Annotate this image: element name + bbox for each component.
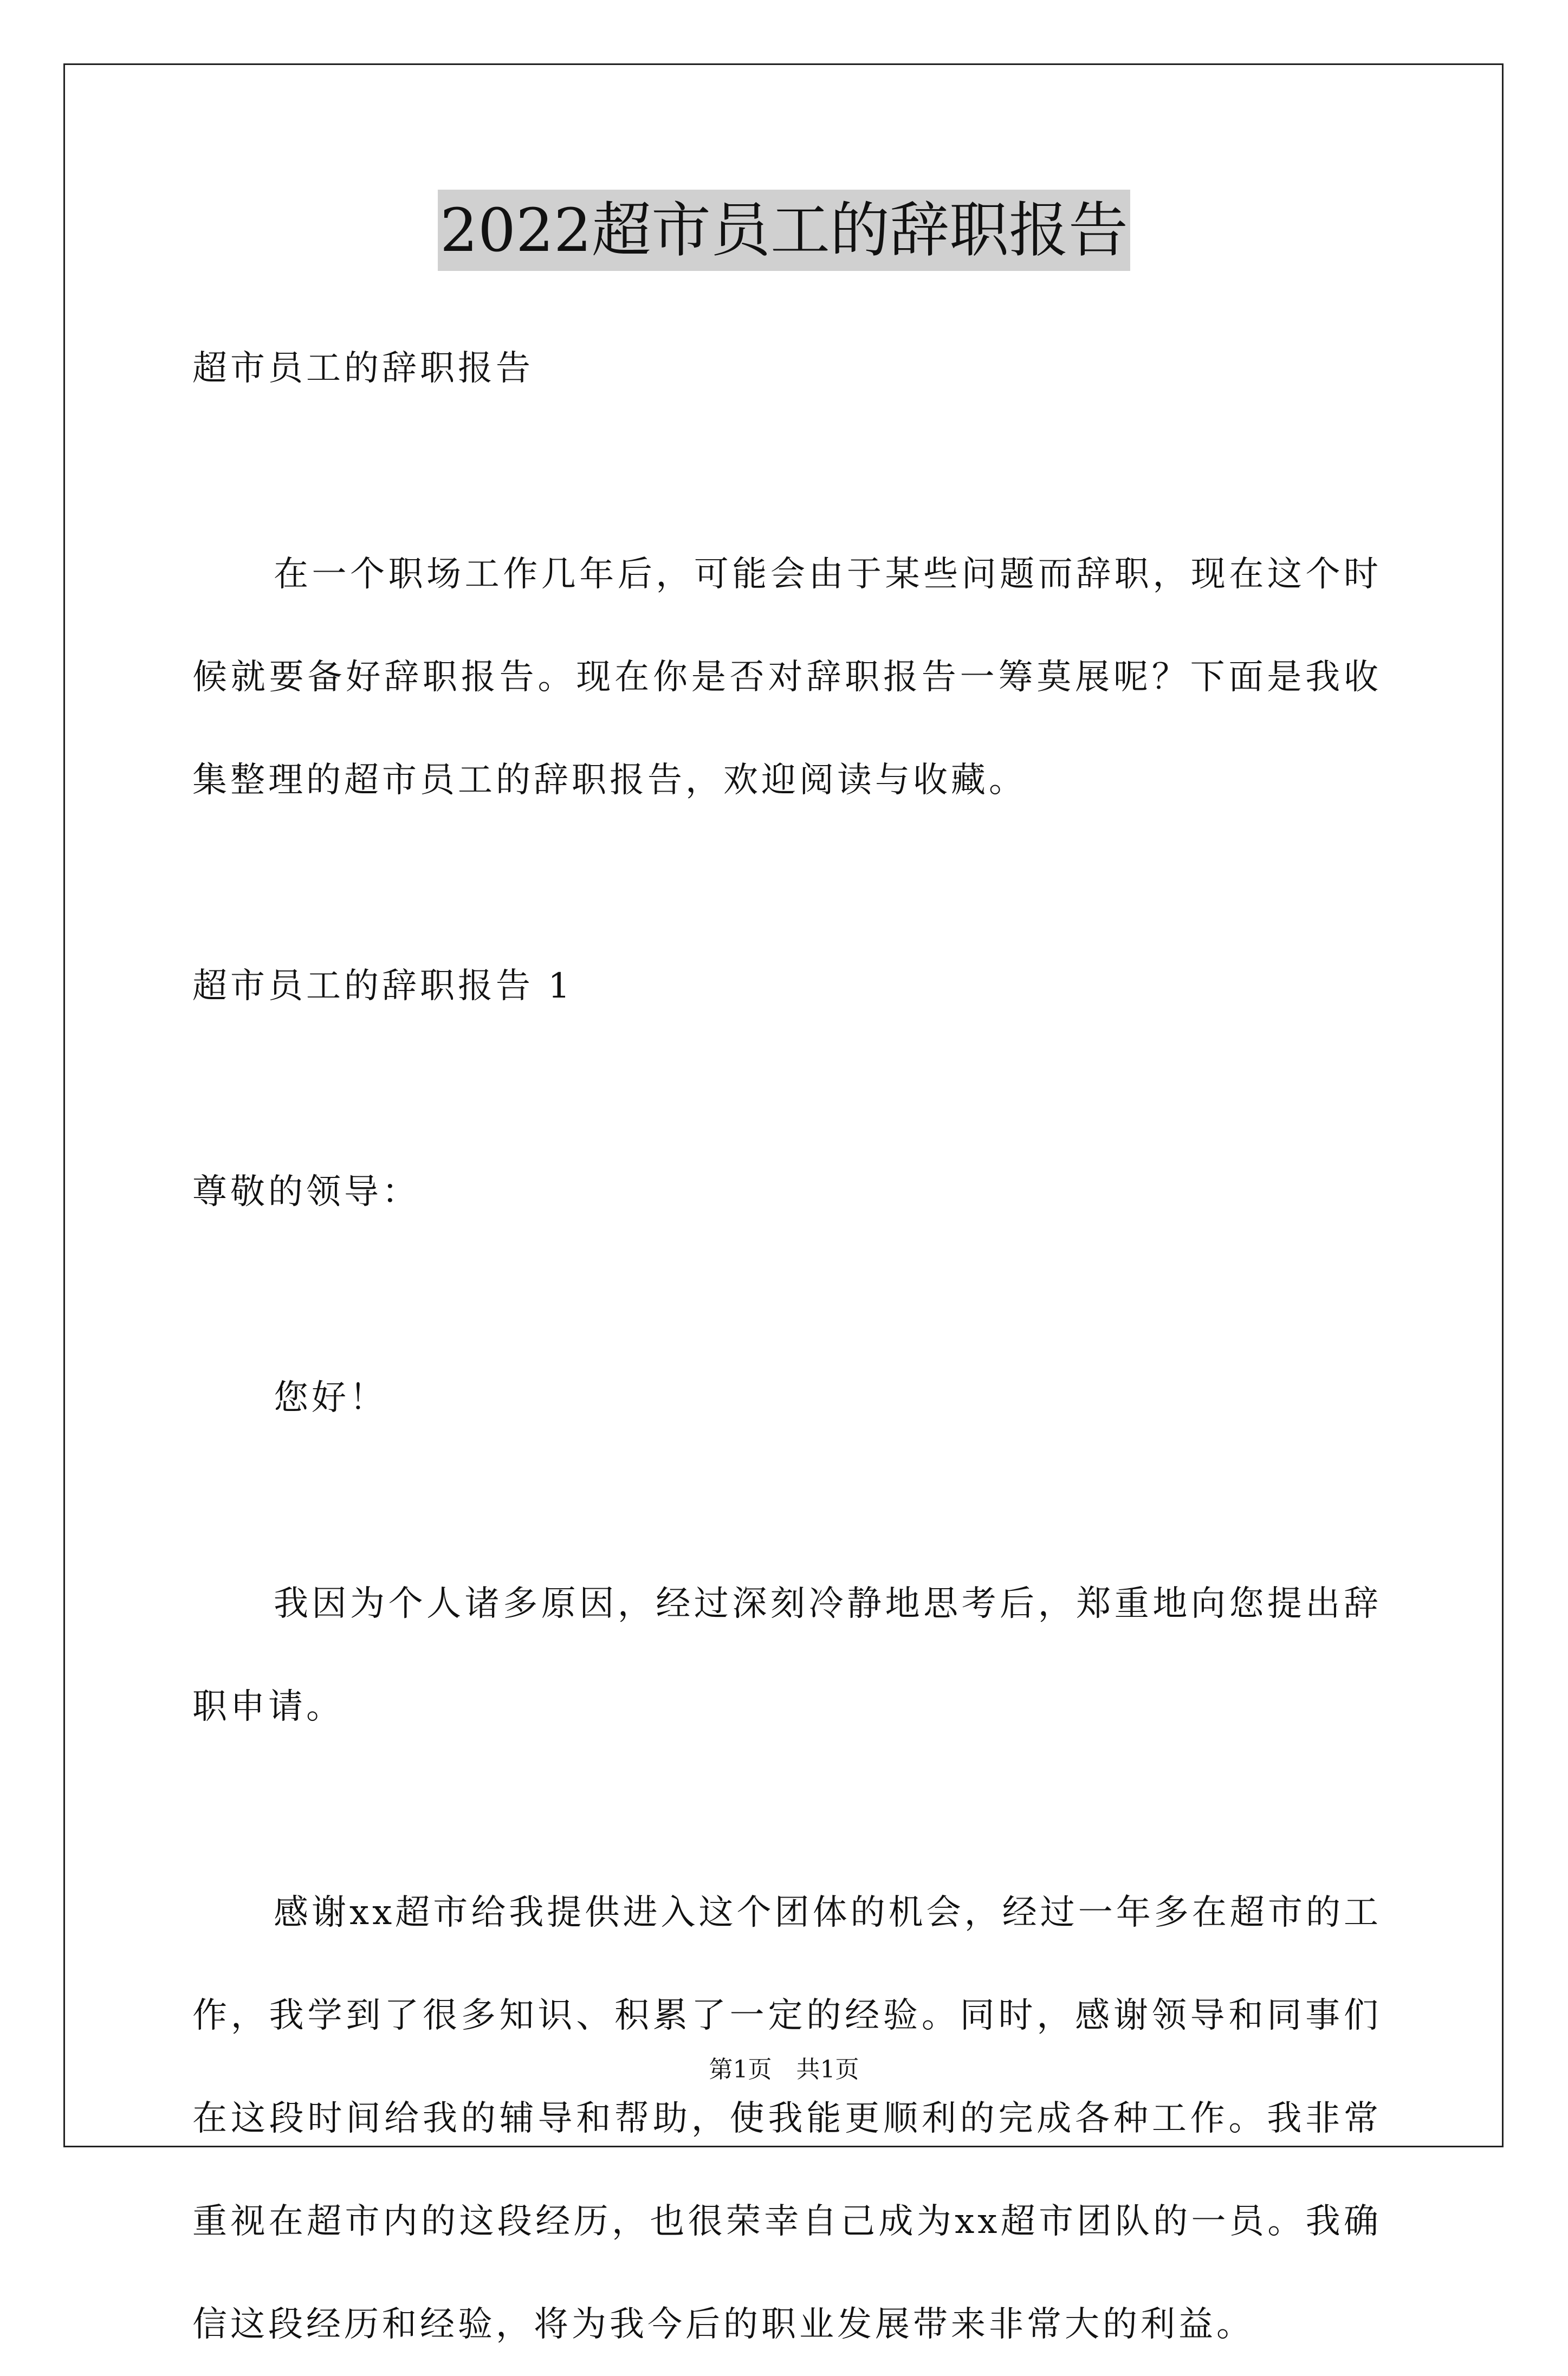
spacer	[192, 1449, 1382, 1552]
spacer	[192, 420, 1382, 523]
salutation: 尊敬的领导：	[192, 1172, 420, 1212]
spacer	[192, 1038, 1382, 1141]
total-pages: 共1页	[796, 2056, 859, 2083]
body-paragraph-2: 感谢xx超市给我提供进入这个团体的机会，经过一年多在超市的工作，我学到了很多知识、积累了一定的经验。同时，感谢领导和同事们在这段时间给我的辅导和帮助，使我能更顺利的完成各种工作。我非常重视在超市内的这段经历，也很荣幸自己成为xx超市团队的一员。我确信这段经历和经验，将为我今后的职业发展带来非常大的利益。	[192, 1893, 1382, 2345]
spacer	[192, 1244, 1382, 1346]
spacer	[192, 1758, 1382, 1861]
greeting: 您好！	[274, 1378, 387, 1418]
spacer	[192, 832, 1382, 935]
document-title: 2022超市员工的辞职报告	[438, 190, 1130, 271]
page-footer	[0, 2054, 1568, 2086]
intro-paragraph: 在一个职场工作几年后，可能会由于某些问题而辞职，现在这个时候就要备好辞职报告。现在你是否对辞职报告一筹莫展呢？下面是我收集整理的超市员工的辞职报告，欢迎阅读与收藏。	[192, 554, 1382, 800]
section-heading: 超市员工的辞职报告 1	[192, 966, 574, 1006]
document-title-container	[0, 190, 1568, 271]
document-subtitle: 超市员工的辞职报告	[192, 348, 534, 389]
body-paragraph-1: 我因为个人诸多原因，经过深刻冷静地思考后，郑重地向您提出辞职申请。	[192, 1584, 1382, 1727]
page-number: 第1页	[709, 2056, 772, 2083]
